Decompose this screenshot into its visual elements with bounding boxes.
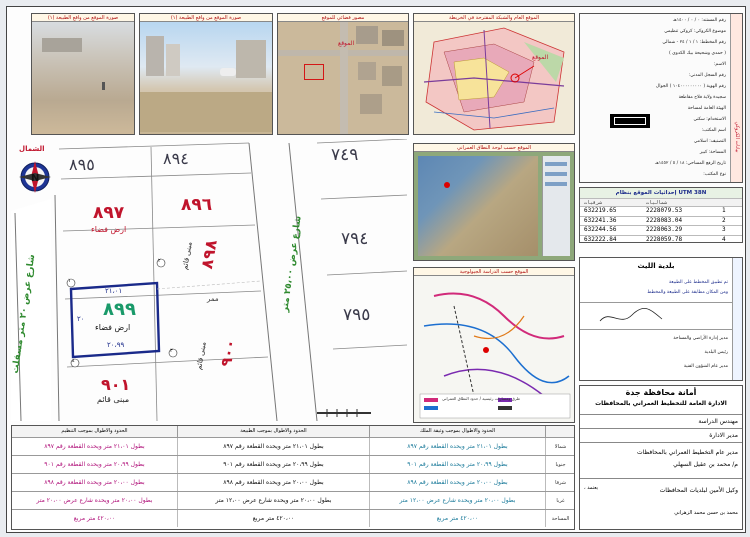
photo-4-caption: الموقع العام والشبكة المقترحة في الخريطة (414, 14, 574, 22)
photo-1-caption: صورة الموقع من واقع الطبيعة (١) (32, 14, 134, 22)
info-line: رقم الهوية ( ١٠٤٠٠٠٠٠٠٠٠٠ ) الجوال (655, 84, 726, 89)
coord-north: 2228063.29 (646, 226, 683, 233)
site-plan-svg (11, 139, 409, 421)
satellite-map-panel (413, 143, 575, 261)
coord-index: 2 (722, 216, 726, 224)
general-plan-map (413, 13, 575, 135)
municipality-signature-area (580, 302, 732, 330)
site-photo-1 (31, 13, 135, 135)
geology-map-caption: الموقع حسب الدراسة الجيولوجية (414, 268, 574, 276)
role-dept-manager: مدير الادارة (580, 428, 742, 442)
role-general-manager-name: م/ محمد بن عقيل السهلي (673, 461, 738, 468)
boundary-direction: غربا (546, 492, 574, 509)
plot-899-dim-side: ٢٠ (77, 315, 85, 323)
coords-row (580, 206, 742, 214)
area-cell: ٤٢٠،٠٠ متر مربع (178, 510, 370, 527)
corner-3: ٣ (170, 348, 173, 354)
info-line: تاريخ الرفع المساحي: ١٨ / ٥ / ١٤٥٢هـ (655, 161, 726, 166)
coord-north: 2228079.53 (646, 207, 683, 214)
boundary-direction: جنوبا (546, 456, 574, 473)
role-deputy-name: محمد بن حسن محمد الزهراني (674, 510, 738, 516)
boundary-row (12, 491, 574, 509)
municipality-line-2: ومن المكان مطابقة على الطبيعة والمخطط (647, 290, 728, 295)
boundary-direction: شمالا (546, 438, 574, 455)
boundaries-table (11, 425, 575, 530)
info-line: الاسم: (713, 62, 726, 67)
coord-index: 3 (722, 226, 726, 233)
municipality-title: بلدية الليث (637, 262, 675, 270)
info-line: موضوع الكروكي: كروكي تنظيمي (664, 29, 726, 34)
info-line: المساحة: كبير (699, 150, 726, 155)
plot-894-number: ٨٩٤ (163, 149, 189, 168)
plot-897-desc: ارض فضاء (91, 225, 127, 234)
municipality-line-5: مدير عام الشؤون الفنية (683, 364, 728, 369)
coordinates-table (579, 187, 743, 243)
boundary-cell: بطول ٢١،٠١ متر ويحده القطعة رقم ٨٩٧ (370, 438, 546, 455)
org-name: أمانة محافظة جدة (625, 388, 697, 397)
coord-east: 632244.56 (584, 226, 617, 233)
area-row (12, 509, 574, 527)
info-side-label: بيانات الكروكي (734, 121, 740, 153)
municipality-line-3: مدير إدارة الأراضي والمساحة (673, 336, 728, 341)
role-study-engineer: مهندس الدراسة (580, 414, 742, 428)
plot-901-desc: مبنى قائم (97, 395, 130, 404)
site-plan (11, 139, 409, 421)
org-subname: الادارة العامة للتخطيط العمراني بالمحافظات (595, 400, 727, 407)
municipality-line-1: تم تطبيق المخطط على الطبيعة (668, 280, 728, 285)
plot-900-desc: مبنى قائم (195, 341, 208, 371)
coords-title: إحداثيات الموقع بنظام UTM 38N (580, 188, 742, 198)
satellite-photo (277, 13, 409, 135)
corner-2: ٢ (158, 258, 161, 264)
plot-899-dim-top: ٢١،٠١ (105, 287, 123, 295)
document-sheet (6, 6, 746, 533)
plot-899-desc: ارض فضاء (95, 323, 131, 332)
north-label: الشمال (19, 145, 45, 153)
boundaries-rows (12, 437, 574, 529)
photo-3-caption: مصور فضائي للموقع (278, 14, 408, 22)
photo-1-image (32, 22, 134, 134)
office-logo (610, 114, 650, 128)
info-line: نوع المكتب: (703, 172, 726, 177)
photo-3-site-label: الموقع (338, 40, 355, 47)
street-left-label: شارع عرض ٢٠ متر مسفلت (10, 253, 38, 375)
info-line: رقم المخطط: ١ / ١ / ٢٤ - شمالي (662, 40, 726, 45)
photo-2-caption: صورة الموقع من واقع الطبيعة (١) (140, 14, 272, 22)
municipality-panel (579, 257, 743, 381)
boundaries-header (12, 426, 574, 437)
plot-795-number: ٧٩٥ (343, 305, 371, 325)
info-line: ( حمدي وشحيحة بيك الكدوي ) (668, 51, 726, 56)
role-deputy (580, 478, 742, 530)
svg-text:N: N (31, 173, 40, 184)
plot-794-number: ٧٩٤ (341, 229, 369, 249)
coords-rows (580, 206, 742, 242)
boundary-cell: بطول ٢٠،٠٠ متر ويحده القطعة رقم ٨٩٨ (178, 474, 370, 491)
plot-901-number: ٩٠١ (101, 375, 131, 394)
coord-index: 1 (722, 207, 726, 214)
passage-label: ممر (207, 295, 219, 303)
info-lines (580, 14, 730, 182)
area-cell: ٤٢٠،٠٠ متر مربع (370, 510, 546, 527)
municipality-signature (580, 303, 734, 331)
coord-north: 2228059.78 (646, 235, 683, 243)
photo-3-image (278, 22, 408, 134)
photo-4-site-label: الموقع (532, 54, 549, 61)
info-line: رقم السجل المدني: (688, 73, 726, 78)
site-photo-2 (139, 13, 273, 135)
satellite-map-image (414, 152, 574, 260)
info-line: الهيئة العامة لمساحة (687, 106, 726, 111)
municipality-line-4: رئيس البلدية (704, 350, 728, 355)
info-line: التصنيف: اسلامي (693, 139, 726, 144)
boundary-row (12, 473, 574, 491)
coord-index: 4 (722, 235, 726, 243)
geology-map-panel (413, 267, 575, 423)
boundary-cell: بطول ٢٠،٩٩ متر ويحده القطعة رقم ٩٠١ (370, 456, 546, 473)
coord-east: 632222.84 (584, 235, 617, 243)
info-line: اسم المكتب: (701, 128, 726, 133)
plot-896-number: ٨٩٦ (181, 195, 213, 215)
boundary-cell: بطول ٢٠،٠٠ متر ويحده القطعة رقم ٨٩٨ (12, 474, 178, 491)
photo-4-image (414, 22, 574, 134)
coords-col-north: شماليات (646, 200, 668, 206)
info-line: سجيدة ولاية فلاح مقاطعة (678, 95, 726, 100)
plot-898-number: ٨٩٨ (197, 238, 221, 271)
coord-east: 632241.36 (584, 216, 617, 224)
col-nature: الحدود والاطوال بموجب الطبيعة (178, 426, 370, 437)
coords-row (580, 225, 742, 233)
corner-4: ٤ (72, 358, 75, 364)
boundary-row (12, 455, 574, 473)
boundary-cell: بطول ٢٠،٠٠ متر ويحده شارع عرض ١٢،٠٠ متر (370, 492, 546, 509)
area-cell: ٤٢٠،٠٠ متر مربع (12, 510, 178, 527)
info-line: رقم المستند: ٠ / ٠ / ١٤٠٠هـ (672, 18, 726, 23)
satellite-map-caption: الموقع حسب لوحة النطاق العمراني (414, 144, 574, 152)
role-deputy-title: وكيل الأمين لبلديات المحافظات (659, 487, 738, 494)
role-general-manager (580, 442, 742, 478)
plot-900-number: ٩٠٠ (217, 337, 240, 369)
plot-897-number: ٨٩٧ (93, 203, 125, 223)
plot-895-number: ٨٩٥ (69, 155, 95, 174)
coords-row (580, 216, 742, 224)
photo-2-image (140, 22, 272, 134)
coord-east: 632219.65 (584, 207, 617, 214)
role-general-manager-title: مدير عام التخطيط العمراني بالمحافظات (637, 449, 738, 456)
boundary-row (12, 437, 574, 455)
boundary-cell: بطول ٢١،٠١ متر ويحده القطعة رقم ٨٩٧ (178, 438, 370, 455)
boundary-cell: بطول ٢٠،٩٩ متر ويحده القطعة رقم ٩٠١ (178, 456, 370, 473)
approval-stamp: يعتمد ، (584, 485, 599, 491)
coords-header-row (580, 198, 742, 206)
approval-panel (579, 385, 743, 530)
boundary-cell: بطول ٢٠،٩٩ متر ويحده القطعة رقم ٩٠١ (12, 456, 178, 473)
coords-col-east: شرقيات (584, 200, 603, 206)
info-panel (579, 13, 743, 183)
plot-749-number: ٧٤٩ (331, 145, 359, 165)
area-label: المساحة (546, 510, 574, 527)
boundary-cell: بطول ٢١،٠١ متر ويحده القطعة رقم ٨٩٧ (12, 438, 178, 455)
geology-legend-text: طرق ومسارات رئيسية / حدود النطاق العمراني (442, 396, 521, 401)
boundary-direction: شرقا (546, 474, 574, 491)
boundary-cell: بطول ٢٠،٠٠ متر ويحده شارع عرض ١٢،٠٠ متر (178, 492, 370, 509)
boundary-cell: بطول ٢٠،٠٠ متر ويحده القطعة رقم ٨٩٨ (370, 474, 546, 491)
geology-map-image (414, 276, 574, 422)
plot-898-desc: مبنى قائم (181, 241, 194, 271)
corner-1: ١ (68, 278, 71, 284)
col-deed: الحدود والاطوال بموجب وثيقة الملك (370, 426, 546, 437)
info-line: الاستخدام: سكني (693, 117, 726, 122)
col-planning: الحدود والاطوال بموجب التنظيم (12, 426, 178, 437)
general-plan-svg (414, 22, 575, 135)
coords-row (580, 235, 742, 243)
boundary-cell: بطول ٢٠،٠٠ متر ويحده شارع عرض ٢٠،٠٠ متر (12, 492, 178, 509)
plot-899-number: ٨٩٩ (103, 299, 136, 320)
coord-north: 2228083.04 (646, 216, 683, 224)
plot-899-dim-bottom: ٢٠،٩٩ (107, 341, 125, 349)
info-side-strip (730, 14, 742, 183)
street-right-label: شارع عرض ٢٥،٠٠ متر (280, 215, 304, 313)
